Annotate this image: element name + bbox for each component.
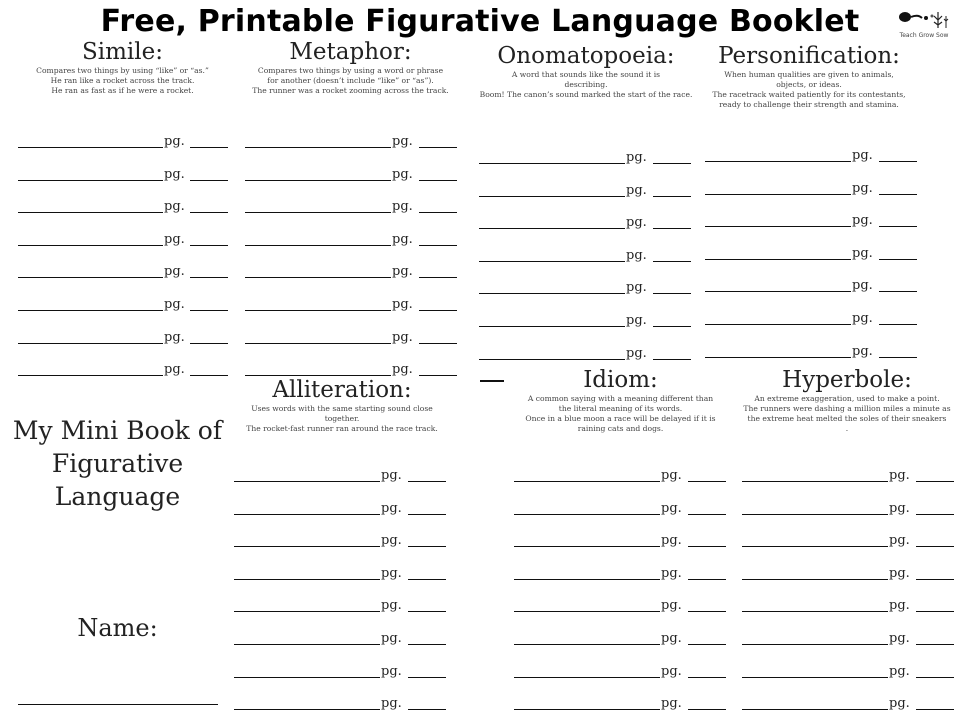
answer-row: [18, 264, 228, 278]
page-number-blank[interactable]: [419, 212, 457, 213]
example-blank[interactable]: [514, 644, 660, 645]
answer-row: [742, 566, 954, 580]
answer-row: [234, 468, 446, 482]
description-line: The runner was a rocket zooming across the track.: [252, 86, 449, 95]
page-number-blank[interactable]: [653, 196, 691, 197]
page-number-blank[interactable]: [916, 579, 954, 580]
example-blank[interactable]: [245, 310, 391, 311]
page-label: pg.: [889, 598, 910, 614]
page-label: pg.: [392, 134, 413, 149]
page-label: pg.: [852, 245, 873, 261]
description-line: When human qualities are given to animals,: [724, 70, 894, 79]
section-title: Idiom:: [583, 367, 658, 393]
page-number-blank[interactable]: [688, 481, 726, 482]
name-blank-line[interactable]: [18, 704, 218, 705]
logo: [896, 8, 952, 44]
example-blank[interactable]: [705, 161, 851, 162]
page-number-blank[interactable]: [653, 326, 691, 327]
page-label: pg.: [392, 166, 413, 182]
page-label: pg.: [852, 343, 873, 359]
page-label: pg.: [381, 500, 402, 516]
example-blank[interactable]: [514, 514, 660, 515]
page-label: pg.: [381, 468, 402, 483]
example-blank[interactable]: [705, 194, 851, 195]
answer-lines: [18, 134, 228, 395]
page-number-blank[interactable]: [419, 375, 457, 376]
page-number-blank[interactable]: [408, 481, 446, 482]
answer-row: [479, 346, 691, 360]
page-label: pg.: [164, 199, 185, 215]
page-label: pg.: [889, 500, 910, 516]
page-number-blank[interactable]: [190, 310, 228, 311]
example-blank[interactable]: [742, 481, 888, 482]
description-line: ready to challenge their strength and stamina.: [719, 100, 899, 109]
example-blank[interactable]: [479, 326, 625, 327]
cover-title: [10, 414, 225, 513]
page-label: pg.: [852, 148, 873, 163]
page-number-blank[interactable]: [653, 261, 691, 262]
description-line: together.: [324, 414, 360, 423]
description-line: He ran like a rocket across the track.: [50, 76, 195, 85]
description-line: objects, or ideas.: [776, 80, 842, 89]
cover-title-line: Language: [54, 482, 181, 511]
page-number-blank[interactable]: [653, 163, 691, 164]
answer-lines: [705, 148, 917, 376]
page-number-blank[interactable]: [688, 546, 726, 547]
page-label: pg.: [661, 565, 682, 581]
example-blank[interactable]: [479, 228, 625, 229]
page-label: pg.: [852, 311, 873, 326]
section-hyperbole: [736, 368, 958, 434]
page-label: pg.: [164, 134, 185, 149]
description-line: Compares two things by using a word or phrase: [257, 66, 444, 75]
page-label: pg.: [381, 565, 402, 581]
page-number-blank[interactable]: [879, 259, 917, 260]
example-blank[interactable]: [742, 514, 888, 515]
example-blank[interactable]: [514, 579, 660, 580]
page-number-blank[interactable]: [916, 481, 954, 482]
example-blank[interactable]: [742, 579, 888, 580]
example-blank[interactable]: [234, 514, 380, 515]
example-blank[interactable]: [514, 677, 660, 678]
page-label: pg.: [392, 329, 413, 345]
page-label: pg.: [164, 264, 185, 280]
answer-row: [245, 134, 457, 148]
tree-logo-icon: [896, 8, 952, 32]
page-number-blank[interactable]: [879, 291, 917, 292]
page-label: pg.: [626, 182, 647, 198]
section-description: [736, 394, 958, 434]
example-blank[interactable]: [514, 709, 660, 710]
example-blank[interactable]: [234, 611, 380, 612]
answer-row: [245, 264, 457, 278]
page-number-blank[interactable]: [879, 194, 917, 195]
answer-row: [18, 199, 228, 213]
answer-lines: [479, 150, 691, 378]
page-label: pg.: [381, 696, 402, 712]
page-label: pg.: [661, 663, 682, 679]
example-blank[interactable]: [479, 196, 625, 197]
example-blank[interactable]: [479, 163, 625, 164]
section-alliteration: [232, 378, 452, 434]
page-number-blank[interactable]: [190, 147, 228, 148]
description-line: for another (doesn’t include “like” or “as”).: [267, 76, 434, 85]
answer-row: [742, 631, 954, 645]
page-label: pg.: [381, 663, 402, 679]
description-line: An extreme exaggeration, used to make a point.: [754, 394, 940, 403]
page-number-blank[interactable]: [688, 579, 726, 580]
description-line: The runners were dashing a million miles a minute as: [743, 404, 951, 413]
page-number-blank[interactable]: [419, 277, 457, 278]
answer-row: [234, 566, 446, 580]
answer-lines: [245, 134, 457, 395]
answer-row: [705, 311, 917, 325]
page-label: pg.: [392, 264, 413, 280]
example-blank[interactable]: [742, 644, 888, 645]
description-line: A common saying with a meaning different than: [527, 394, 714, 403]
example-blank[interactable]: [705, 226, 851, 227]
example-blank[interactable]: [245, 245, 391, 246]
answer-row: [705, 246, 917, 260]
description-line: He ran as fast as if he were a rocket.: [51, 86, 194, 95]
answer-row: [234, 631, 446, 645]
example-blank[interactable]: [245, 277, 391, 278]
answer-lines: [514, 468, 726, 720]
section-description: [702, 70, 916, 110]
page-number-blank[interactable]: [879, 161, 917, 162]
section-metaphor: [238, 40, 463, 96]
answer-row: [245, 167, 457, 181]
answer-row: [234, 696, 446, 710]
answer-row: [18, 330, 228, 344]
answer-row: [479, 183, 691, 197]
section-onomatopoeia: [468, 44, 704, 100]
example-blank[interactable]: [479, 261, 625, 262]
example-blank[interactable]: [705, 357, 851, 358]
example-blank[interactable]: [18, 147, 163, 148]
page-label: pg.: [852, 180, 873, 196]
answer-row: [245, 297, 457, 311]
page-number-blank[interactable]: [916, 677, 954, 678]
answer-row: [245, 330, 457, 344]
answer-row: [479, 313, 691, 327]
section-title: Hyperbole:: [782, 367, 912, 393]
page-number-blank[interactable]: [408, 579, 446, 580]
answer-row: [705, 278, 917, 292]
page-label: pg.: [381, 631, 402, 646]
example-blank[interactable]: [705, 291, 851, 292]
page-number-blank[interactable]: [653, 293, 691, 294]
example-blank[interactable]: [514, 481, 660, 482]
example-blank[interactable]: [18, 343, 163, 344]
answer-row: [234, 598, 446, 612]
description-line: A word that sounds like the sound it is: [511, 70, 661, 79]
page-label: pg.: [392, 362, 413, 378]
page-number-blank[interactable]: [688, 514, 726, 515]
answer-row: [18, 232, 228, 246]
page-label: pg.: [661, 468, 682, 483]
page-number-blank[interactable]: [916, 546, 954, 547]
page-number-blank[interactable]: [688, 709, 726, 710]
page-number-blank[interactable]: [419, 245, 457, 246]
description-line: The racetrack waited patiently for its contestants,: [712, 90, 906, 99]
page-label: pg.: [889, 631, 910, 646]
section-description: [232, 404, 452, 434]
section-description: [468, 70, 704, 100]
example-blank[interactable]: [18, 375, 163, 376]
example-blank[interactable]: [18, 212, 163, 213]
page-number-blank[interactable]: [653, 359, 691, 360]
answer-row: [705, 148, 917, 162]
page-label: pg.: [889, 533, 910, 549]
page-label: pg.: [661, 631, 682, 646]
answer-row: [514, 501, 726, 515]
page-label: pg.: [164, 329, 185, 345]
answer-row: [234, 501, 446, 515]
example-blank[interactable]: [234, 546, 380, 547]
page-label: pg.: [889, 468, 910, 483]
example-blank[interactable]: [234, 644, 380, 645]
section-description: [508, 394, 733, 434]
page-label: pg.: [889, 565, 910, 581]
section-personification: [702, 44, 916, 110]
description-line: The rocket-fast runner ran around the race track.: [246, 424, 438, 433]
page-number-blank[interactable]: [916, 644, 954, 645]
answer-row: [705, 213, 917, 227]
section-title: Alliteration:: [272, 377, 412, 403]
description-line: the literal meaning of its words.: [558, 404, 683, 413]
answer-row: [742, 696, 954, 710]
answer-row: [705, 181, 917, 195]
answer-row: [705, 344, 917, 358]
example-blank[interactable]: [742, 677, 888, 678]
answer-row: [18, 167, 228, 181]
example-blank[interactable]: [234, 481, 380, 482]
example-blank[interactable]: [742, 546, 888, 547]
page-label: pg.: [164, 362, 185, 378]
page-number-blank[interactable]: [408, 709, 446, 710]
page-number-blank[interactable]: [419, 147, 457, 148]
page-label: pg.: [164, 297, 185, 312]
page-label: pg.: [661, 598, 682, 614]
section-title: Simile:: [82, 39, 163, 65]
page-label: pg.: [852, 278, 873, 294]
description-line: .: [845, 424, 849, 433]
answer-row: [18, 134, 228, 148]
page-label: pg.: [661, 696, 682, 712]
page-number-blank[interactable]: [190, 245, 228, 246]
answer-row: [479, 215, 691, 229]
page-label: pg.: [392, 231, 413, 247]
divider-mark: [480, 380, 504, 382]
page-label: pg.: [164, 231, 185, 247]
page-number-blank[interactable]: [688, 677, 726, 678]
example-blank[interactable]: [514, 546, 660, 547]
example-blank[interactable]: [479, 293, 625, 294]
page-number-blank[interactable]: [408, 644, 446, 645]
answer-row: [514, 533, 726, 547]
page-label: pg.: [661, 500, 682, 516]
page-number-blank[interactable]: [419, 343, 457, 344]
answer-row: [479, 150, 691, 164]
page-label: pg.: [852, 213, 873, 229]
page-number-blank[interactable]: [688, 644, 726, 645]
answer-row: [514, 664, 726, 678]
example-blank[interactable]: [18, 180, 163, 181]
answer-row: [245, 232, 457, 246]
page-label: pg.: [889, 696, 910, 712]
answer-row: [479, 248, 691, 262]
page-number-blank[interactable]: [653, 228, 691, 229]
answer-row: [514, 566, 726, 580]
section-idiom: [508, 368, 733, 434]
page-number-blank[interactable]: [190, 212, 228, 213]
example-blank[interactable]: [234, 677, 380, 678]
example-blank[interactable]: [245, 343, 391, 344]
example-blank[interactable]: [705, 259, 851, 260]
answer-row: [18, 297, 228, 311]
page-label: pg.: [626, 345, 647, 361]
name-label: Name:: [77, 614, 158, 642]
page-number-blank[interactable]: [190, 180, 228, 181]
example-blank[interactable]: [234, 709, 380, 710]
description-line: describing.: [564, 80, 608, 89]
page-number-blank[interactable]: [419, 180, 457, 181]
page-number-blank[interactable]: [408, 514, 446, 515]
page-label: pg.: [626, 280, 647, 296]
example-blank[interactable]: [245, 180, 391, 181]
page-label: pg.: [381, 598, 402, 614]
example-blank[interactable]: [479, 359, 625, 360]
answer-lines: [742, 468, 954, 720]
page-label: pg.: [626, 215, 647, 231]
example-blank[interactable]: [742, 611, 888, 612]
description-line: Boom! The canon’s sound marked the start of the race.: [479, 90, 693, 99]
page-number-blank[interactable]: [408, 546, 446, 547]
page-number-blank[interactable]: [916, 514, 954, 515]
answer-row: [514, 598, 726, 612]
page-label: pg.: [392, 297, 413, 312]
example-blank[interactable]: [18, 245, 163, 246]
section-simile: [10, 40, 235, 96]
example-blank[interactable]: [18, 310, 163, 311]
page-number-blank[interactable]: [688, 611, 726, 612]
description-line: Compares two things by using “like” or “as.”: [36, 66, 209, 75]
answer-lines: [234, 468, 446, 720]
page-number-blank[interactable]: [879, 357, 917, 358]
page-label: pg.: [889, 663, 910, 679]
logo-text: Teach Grow Sow: [899, 32, 949, 39]
answer-row: [742, 598, 954, 612]
page-label: pg.: [626, 150, 647, 165]
page-number-blank[interactable]: [408, 611, 446, 612]
answer-row: [742, 533, 954, 547]
page-label: pg.: [392, 199, 413, 215]
page-title: Free, Printable Figurative Language Booklet: [100, 4, 860, 39]
answer-row: [514, 468, 726, 482]
page-number-blank[interactable]: [419, 310, 457, 311]
page-number-blank[interactable]: [190, 277, 228, 278]
section-title: Onomatopoeia:: [497, 43, 675, 69]
answer-row: [514, 696, 726, 710]
page-number-blank[interactable]: [916, 709, 954, 710]
example-blank[interactable]: [18, 277, 163, 278]
answer-row: [479, 280, 691, 294]
answer-row: [742, 664, 954, 678]
example-blank[interactable]: [705, 324, 851, 325]
example-blank[interactable]: [514, 611, 660, 612]
example-blank[interactable]: [742, 709, 888, 710]
answer-row: [18, 362, 228, 376]
description-line: raining cats and dogs.: [577, 424, 664, 433]
page-number-blank[interactable]: [879, 324, 917, 325]
answer-row: [742, 501, 954, 515]
page-label: pg.: [661, 533, 682, 549]
section-title: Metaphor:: [289, 39, 412, 65]
description-line: Once in a blue moon a race will be delayed if it is: [525, 414, 716, 423]
page-label: pg.: [626, 313, 647, 328]
page-number-blank[interactable]: [190, 375, 228, 376]
page-label: pg.: [381, 533, 402, 549]
answer-row: [234, 533, 446, 547]
answer-row: [245, 199, 457, 213]
page-number-blank[interactable]: [879, 226, 917, 227]
example-blank[interactable]: [245, 147, 391, 148]
page-label: pg.: [164, 166, 185, 182]
description-line: Uses words with the same starting sound close: [251, 404, 433, 413]
answer-row: [514, 631, 726, 645]
answer-row: [245, 362, 457, 376]
page-number-blank[interactable]: [408, 677, 446, 678]
page-number-blank[interactable]: [190, 343, 228, 344]
cover-title-line: My Mini Book of: [12, 416, 223, 445]
cover-title-line: Figurative: [51, 449, 184, 478]
section-title: Personification:: [718, 43, 900, 69]
example-blank[interactable]: [245, 212, 391, 213]
section-description: [238, 66, 463, 96]
answer-row: [742, 468, 954, 482]
example-blank[interactable]: [234, 579, 380, 580]
description-line: the extreme heat melted the soles of their sneakers: [747, 414, 947, 423]
answer-row: [234, 664, 446, 678]
page-number-blank[interactable]: [916, 611, 954, 612]
page-label: pg.: [626, 247, 647, 263]
section-description: [10, 66, 235, 96]
